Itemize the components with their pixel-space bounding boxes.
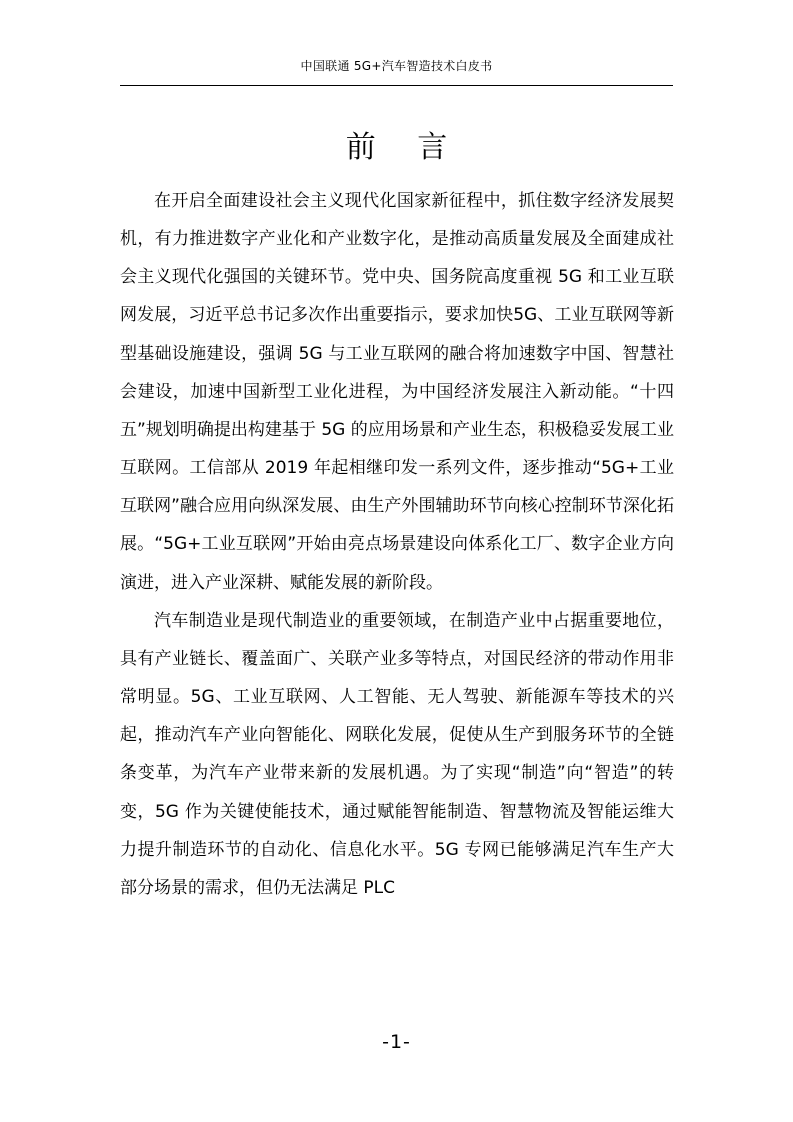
running-header: 中国联通 5G+汽车智造技术白皮书 [300,59,493,73]
header-divider [120,85,673,86]
body-text [120,182,674,907]
paragraph: 在开启全面建设社会主义现代化国家新征程中，抓住数字经济发展契机，有力推进数字产业化和产业数字化，是推动高质量发展及全面建成社会主义现代化强国的关键环节。党中央、国务院高度重视 5G 和工业互联网发展，习近平总书记多次作出重要指示，要求加快5G、工业互联网等新型基础设施建设，强调 5G 与工业互联网的融合将加速数字中国、智慧社会建设，加速中国新型工业化进程，为中国经济发展注入新动能。“十四五”规划明确提出构建基于 5G 的应用场景和产业生态，积极稳妥发展工业互联网。工信部从 2019 年起相继印发一系列文件，逐步推动“5G+工业互联网”融合应用向纵深发展、由生产外围辅助环节向核心控制环节深化拓展。“5G+工业互联网”开始由亮点场景建设向体系化工厂、数字企业方向演进，进入产业深耕、赋能发展的新阶段。 [120,191,674,593]
paragraph: 汽车制造业是现代制造业的重要领域，在制造产业中占据重要地位，具有产业链长、覆盖面广、关联产业多等特点，对国民经济的带动作用非常明显。5G、工业互联网、人工智能、无人驾驶、新能源车等技术的兴起，推动汽车产业向智能化、网联化发展，促使从生产到服务环节的全链条变革，为汽车产业带来新的发展机遇。为了实现“制造”向“智造”的转变，5G 作为关键使能技术，通过赋能智能制造、智慧物流及智能运维大力提升制造环节的自动化、信息化水平。5G 专网已能够满足汽车生产大部分场景的需求，但仍无法满足 PLC [120,610,674,898]
page-number: -1- [382,1031,411,1053]
page-title: 前 言 [345,130,464,165]
